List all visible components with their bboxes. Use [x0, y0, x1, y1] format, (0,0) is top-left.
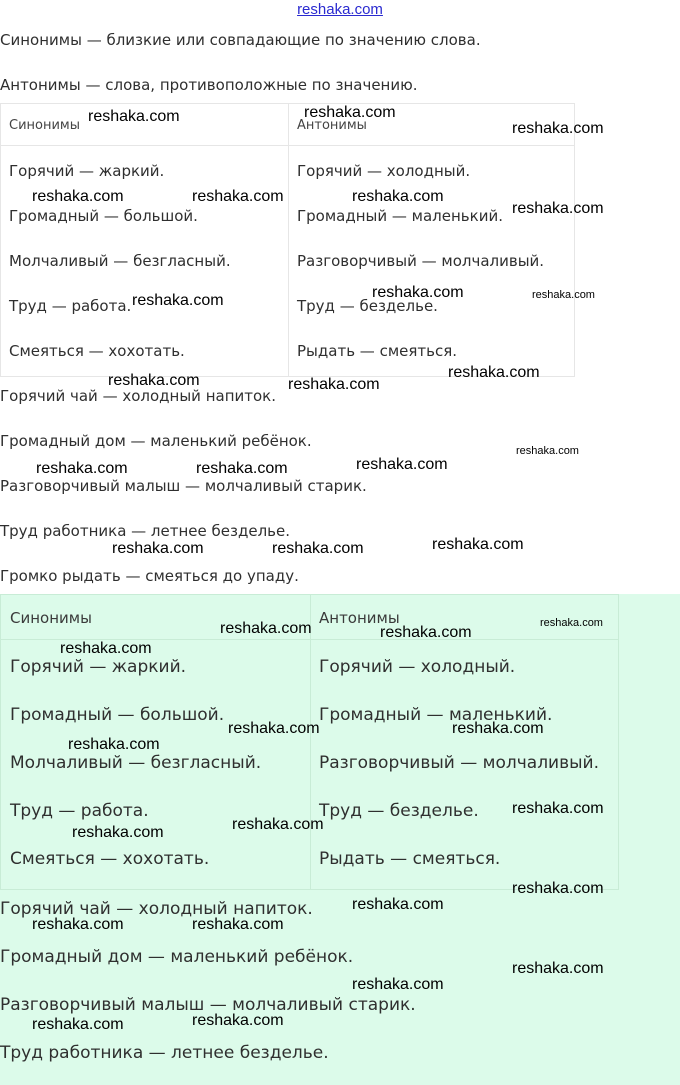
synonym-cell: Горячий — жаркий. — [10, 657, 187, 677]
antonym-cell: Горячий — холодный. — [297, 162, 471, 180]
synonyms-antonyms-table — [0, 103, 575, 377]
watermark: reshaka.com — [512, 880, 604, 897]
synonym-cell: Смеяться — хохотать. — [10, 849, 210, 869]
watermark: reshaka.com — [532, 289, 595, 301]
watermark: reshaka.com — [272, 540, 364, 557]
watermark: reshaka.com — [32, 188, 124, 205]
synonyms-definition: Синонимы — близкие или совпадающие по значению слова. — [0, 31, 481, 49]
watermark: reshaka.com — [220, 620, 312, 637]
header-synonyms: Синонимы — [10, 609, 92, 627]
synonym-cell: Громадный — большой. — [9, 207, 198, 225]
antonym-cell: Труд — безделье. — [319, 801, 479, 821]
header-antonyms: Антонимы — [297, 118, 367, 133]
watermark: reshaka.com — [36, 460, 128, 477]
antonym-cell: Труд — безделье. — [297, 297, 438, 315]
sentence: Горячий чай — холодный напиток. — [0, 387, 276, 405]
synonym-cell: Громадный — большой. — [10, 705, 225, 725]
watermark: reshaka.com — [448, 364, 540, 381]
site-link[interactable]: reshaka.com — [297, 1, 383, 18]
watermark: reshaka.com — [380, 624, 472, 641]
synonym-cell: Горячий — жаркий. — [9, 162, 165, 180]
antonym-cell: Разговорчивый — молчаливый. — [297, 252, 545, 270]
watermark: reshaka.com — [356, 456, 448, 473]
watermark: reshaka.com — [192, 916, 284, 933]
antonyms-definition: Антонимы — слова, противоположные по значению. — [0, 76, 418, 94]
watermark: reshaka.com — [372, 284, 464, 301]
watermark: reshaka.com — [232, 816, 324, 833]
watermark: reshaka.com — [112, 540, 204, 557]
watermark: reshaka.com — [352, 896, 444, 913]
sentence: Труд работника — летнее безделье. — [0, 1043, 329, 1063]
sentence: Громадный дом — маленький ребёнок. — [0, 432, 312, 450]
watermark: reshaka.com — [60, 640, 152, 657]
watermark: reshaka.com — [512, 200, 604, 217]
watermark: reshaka.com — [68, 736, 160, 753]
watermark: reshaka.com — [452, 720, 544, 737]
sentence: Разговорчивый малыш — молчаливый старик. — [0, 477, 367, 495]
watermark: reshaka.com — [304, 104, 396, 121]
watermark: reshaka.com — [192, 188, 284, 205]
antonym-cell: Рыдать — смеяться. — [297, 342, 457, 360]
watermark: reshaka.com — [352, 188, 444, 205]
watermark: reshaka.com — [352, 976, 444, 993]
sentence: Громко рыдать — смеяться до упаду. — [0, 567, 299, 585]
sentence: Горячий чай — холодный напиток. — [0, 899, 313, 919]
watermark: reshaka.com — [196, 460, 288, 477]
synonym-cell: Смеяться — хохотать. — [9, 342, 185, 360]
synonym-cell: Труд — работа. — [9, 297, 132, 315]
watermark: reshaka.com — [540, 617, 603, 629]
watermark: reshaka.com — [228, 720, 320, 737]
watermark: reshaka.com — [512, 800, 604, 817]
synonym-cell: Труд — работа. — [10, 801, 149, 821]
watermark: reshaka.com — [288, 376, 380, 393]
antonym-cell: Горячий — холодный. — [319, 657, 516, 677]
watermark: reshaka.com — [72, 824, 164, 841]
watermark: reshaka.com — [516, 445, 579, 457]
antonym-cell: Рыдать — смеяться. — [319, 849, 501, 869]
header-divider — [1, 145, 574, 146]
watermark: reshaka.com — [32, 916, 124, 933]
watermark: reshaka.com — [192, 1012, 284, 1029]
sentence: Громадный дом — маленький ребёнок. — [0, 947, 354, 967]
watermark: reshaka.com — [512, 960, 604, 977]
synonym-cell: Молчаливый — безгласный. — [10, 753, 262, 773]
watermark: reshaka.com — [512, 120, 604, 137]
watermark: reshaka.com — [132, 292, 224, 309]
antonym-cell: Громадный — маленький. — [297, 207, 503, 225]
antonym-cell: Разговорчивый — молчаливый. — [319, 753, 600, 773]
antonym-cell: Громадный — маленький. — [319, 705, 553, 725]
watermark: reshaka.com — [88, 108, 180, 125]
header-synonyms: Синонимы — [9, 118, 80, 133]
sentence: Труд работника — летнее безделье. — [0, 522, 290, 540]
synonym-cell: Молчаливый — безгласный. — [9, 252, 231, 270]
watermark: reshaka.com — [108, 372, 200, 389]
watermark: reshaka.com — [32, 1016, 124, 1033]
watermark: reshaka.com — [432, 536, 524, 553]
header-antonyms: Антонимы — [319, 609, 400, 627]
sentence: Разговорчивый малыш — молчаливый старик. — [0, 995, 416, 1015]
